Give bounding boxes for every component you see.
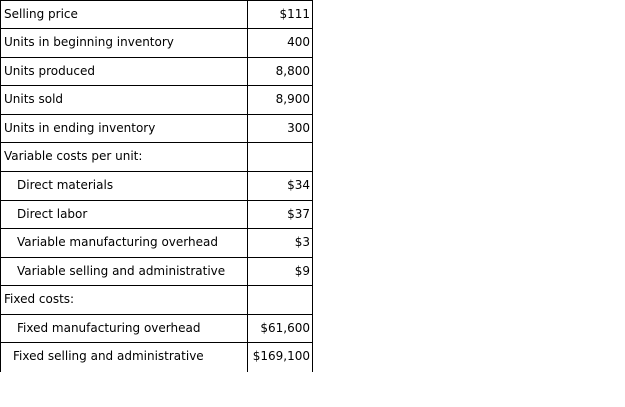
table-row [0,28,313,56]
row-label: Direct labor [17,207,88,221]
row-label: Units in ending inventory [4,121,156,135]
row-value [248,285,312,313]
row-label: Fixed selling and administrative [13,349,204,363]
row-label: Units sold [4,92,64,106]
row-label: Fixed manufacturing overhead [17,321,201,335]
row-value: 300 [287,121,310,135]
row-value: 8,900 [275,92,310,106]
row-value: $61,600 [260,321,310,335]
row-label: Variable manufacturing overhead [17,235,218,249]
section-label: Variable costs per unit: [4,149,143,163]
table-row [0,114,313,142]
row-value: $34 [287,178,310,192]
row-value: 400 [287,35,310,49]
table-row [0,57,313,85]
table-row [0,228,313,256]
row-value: $37 [287,207,310,221]
row-label: Variable selling and administrative [17,264,226,278]
table-row [0,342,313,370]
table-row [0,85,313,113]
section-label: Fixed costs: [4,292,75,306]
row-value: $3 [294,235,310,249]
row-value: $169,100 [252,349,310,363]
row-label: Units in beginning inventory [4,35,174,49]
table-row [0,142,313,170]
table-row [0,314,313,342]
row-label: Direct materials [17,178,114,192]
table-row [0,171,313,199]
table-row [0,257,313,285]
cost-data-table [0,0,313,372]
table-row [0,0,313,28]
row-label: Selling price [4,7,78,21]
table-row [0,285,313,313]
row-value: $111 [279,7,310,21]
row-label: Units produced [4,64,95,78]
row-value: 8,800 [275,64,310,78]
table-row [0,200,313,228]
row-value: $9 [294,264,310,278]
row-value [248,142,312,170]
